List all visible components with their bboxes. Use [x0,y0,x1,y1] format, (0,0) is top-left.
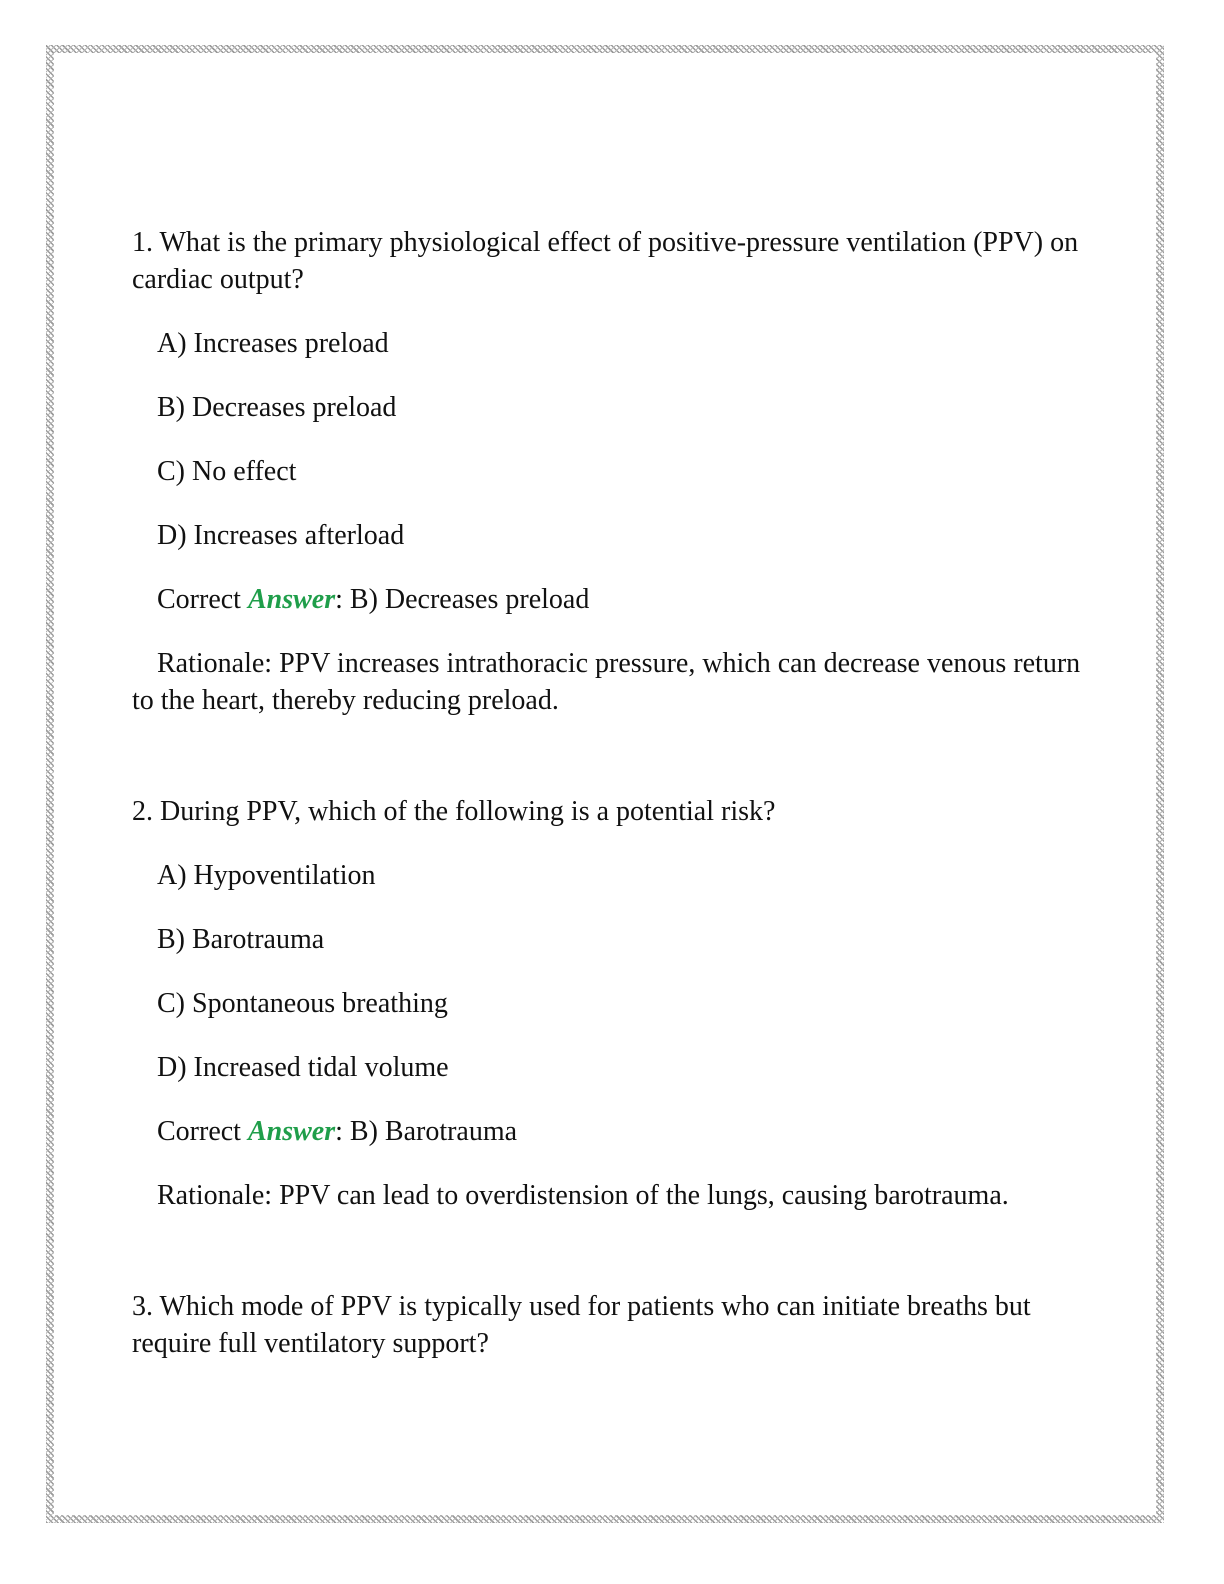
correct-answer-value: : B) Barotrauma [335,1116,518,1147]
option-c: C) Spontaneous breathing [157,988,448,1019]
option-d: D) Increases afterload [157,520,405,551]
option-d: D) Increased tidal volume [157,1052,449,1083]
option-c: C) No effect [157,456,297,487]
question-text: 1. What is the primary physiological effect of positive-pressure ventilation (PPV) on cardiac output? [132,227,1079,295]
correct-answer-line [132,581,1092,618]
correct-answer-line [132,1113,1092,1150]
correct-answer-prefix: Correct [157,1116,248,1147]
correct-answer-prefix: Correct [157,584,248,615]
question-block-1 [132,224,1092,719]
answer-highlight: Answer [247,584,336,615]
option-a: A) Increases preload [157,328,389,359]
rationale-text: Rationale: PPV can lead to overdistension of the lungs, causing barotrauma. [157,1180,1009,1211]
question-text: 2. During PPV, which of the following is a potential risk? [132,796,776,827]
option-b: B) Decreases preload [157,392,397,423]
question-text: 3. Which mode of PPV is typically used for patients who can initiate breaths but require full ventilatory support? [132,1291,1031,1359]
rationale-text: Rationale: PPV increases intrathoracic pressure, which can decrease venous return to the heart, thereby reducing preload. [132,648,1081,716]
correct-answer-value: : B) Decreases preload [335,584,590,615]
answer-highlight: Answer [247,1116,336,1147]
option-b: B) Barotrauma [157,924,325,955]
question-block-3 [132,1288,1092,1362]
option-a: A) Hypoventilation [157,860,376,891]
document-body [132,224,1092,1362]
question-block-2 [132,793,1092,1214]
